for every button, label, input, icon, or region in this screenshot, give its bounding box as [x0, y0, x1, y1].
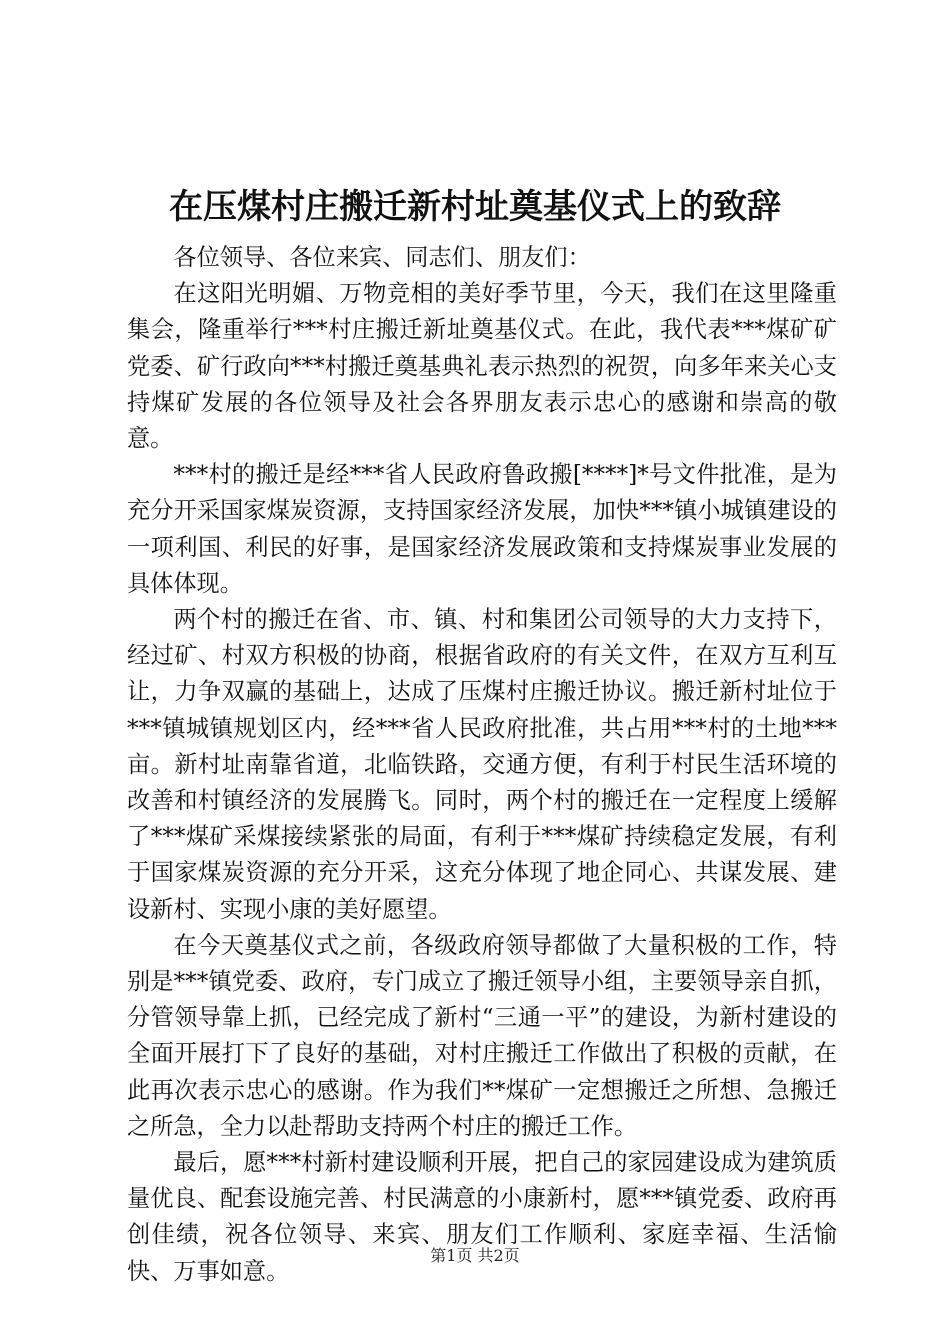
paragraph: 在这阳光明媚、万物竞相的美好季节里，今天，我们在这里隆重集会，隆重举行***村庄搬迁新址奠基仪式。在此，我代表***煤矿矿党委、矿行政向***村搬迁奠基典礼表示热烈的祝贺，向多年来关心支持煤矿发展的各位领导及社会各界朋友表示忠心的感谢和崇高的敬意。 [127, 280, 837, 453]
greeting: 各位领导、各位来宾、同志们、朋友们： [173, 244, 591, 271]
paragraph: 最后，愿***村新村建设顺利开展，把自己的家园建设成为建筑质量优良、配套设施完善、村民满意的小康新村，愿***镇党委、政府再创佳绩，祝各位领导、来宾、朋友们工作顺利、家庭幸福、生活愉快、万事如意。 [127, 1149, 837, 1285]
document-body [127, 240, 837, 1290]
page-number: 第1页 共2页 [430, 1246, 520, 1265]
document-title: 在压煤村庄搬迁新村址奠基仪式上的致辞 [169, 187, 781, 227]
paragraph: 两个村的搬迁在省、市、镇、村和集团公司领导的大力支持下，经过矿、村双方积极的协商，根据省政府的有关文件，在双方互利互让，力争双赢的基础上，达成了压煤村庄搬迁协议。搬迁新村址位于***镇城镇规划区内，经***省人民政府批准，共占用***村的土地***亩。新村址南靠省道，北临铁路，交通方便，有利于村民生活环境的改善和村镇经济的发展腾飞。同时，两个村的搬迁在一定程度上缓解了***煤矿采煤接续紧张的局面，有利于***煤矿持续稳定发展，有利于国家煤炭资源的充分开采，这充分体现了地企同心、共谋发展、建设新村、实现小康的美好愿望。 [127, 606, 837, 923]
paragraph: ***村的搬迁是经***省人民政府鲁政搬[****]*号文件批准，是为充分开采国家煤炭资源，支持国家经济发展，加快***镇小城镇建设的一项利国、利民的好事，是国家经济发展政策和支持煤炭事业发展的具体体现。 [127, 461, 837, 597]
paragraph: 在今天奠基仪式之前，各级政府领导都做了大量积极的工作，特别是***镇党委、政府，专门成立了搬迁领导小组，主要领导亲自抓，分管领导靠上抓，已经完成了新村“三通一平”的建设，为新村建设的全面开展打下了良好的基础，对村庄搬迁工作做出了积极的贡献，在此再次表示忠心的感谢。作为我们**煤矿一定想搬迁之所想、急搬迁之所急，全力以赴帮助支持两个村庄的搬迁工作。 [127, 931, 837, 1140]
